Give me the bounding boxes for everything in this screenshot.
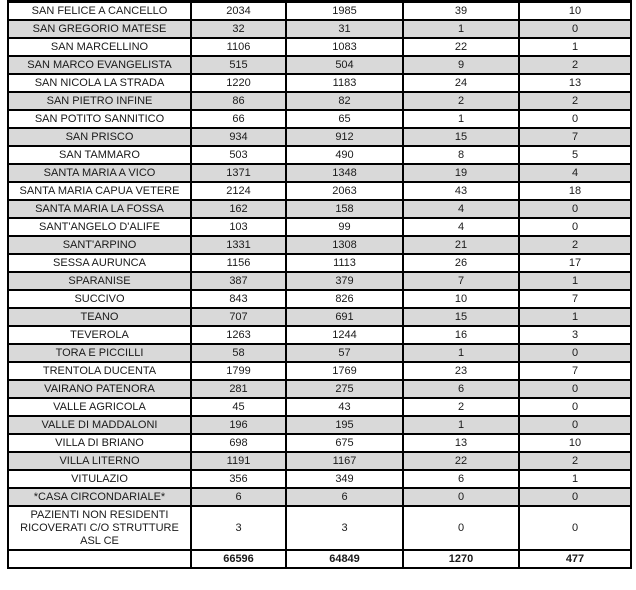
value-cell: 15 [403,128,519,146]
municipality-cell: SANTA MARIA CAPUA VETERE [8,182,191,200]
value-cell: 13 [519,74,631,92]
value-cell: 1769 [286,362,403,380]
value-cell: 18 [519,182,631,200]
table-body [8,2,631,551]
totals-name-cell [8,550,191,568]
value-cell: 7 [519,290,631,308]
value-cell: 1308 [286,236,403,254]
municipality-cell: SANT'ARPINO [8,236,191,254]
value-cell: 10 [519,2,631,21]
value-cell: 0 [519,416,631,434]
value-cell: 0 [519,506,631,550]
table-row [8,470,631,488]
value-cell: 196 [191,416,286,434]
value-cell: 0 [519,218,631,236]
value-cell: 0 [519,110,631,128]
municipality-cell: SAN PRISCO [8,128,191,146]
value-cell: 6 [403,470,519,488]
value-cell: 504 [286,56,403,74]
value-cell: 0 [519,398,631,416]
table-row [8,416,631,434]
value-cell: 1 [403,416,519,434]
municipality-cell: VALLE AGRICOLA [8,398,191,416]
table-row [8,92,631,110]
totals-value-cell: 1270 [403,550,519,568]
table-row [8,434,631,452]
value-cell: 82 [286,92,403,110]
value-cell: 1183 [286,74,403,92]
table-row [8,380,631,398]
value-cell: 707 [191,308,286,326]
value-cell: 43 [403,182,519,200]
table-row [8,56,631,74]
value-cell: 0 [403,488,519,506]
municipality-cell: *CASA CIRCONDARIALE* [8,488,191,506]
value-cell: 99 [286,218,403,236]
value-cell: 934 [191,128,286,146]
value-cell: 6 [191,488,286,506]
value-cell: 7 [403,272,519,290]
value-cell: 26 [403,254,519,272]
value-cell: 1 [519,470,631,488]
value-cell: 1156 [191,254,286,272]
value-cell: 0 [403,506,519,550]
municipality-cell: SAN MARCO EVANGELISTA [8,56,191,74]
value-cell: 162 [191,200,286,218]
value-cell: 86 [191,92,286,110]
value-cell: 675 [286,434,403,452]
table-row [8,110,631,128]
value-cell: 57 [286,344,403,362]
municipality-cell: SANTA MARIA LA FOSSA [8,200,191,218]
table-row [8,254,631,272]
value-cell: 356 [191,470,286,488]
value-cell: 1106 [191,38,286,56]
value-cell: 16 [403,326,519,344]
municipality-cell: SAN GREGORIO MATESE [8,20,191,38]
value-cell: 1371 [191,164,286,182]
value-cell: 31 [286,20,403,38]
value-cell: 0 [519,380,631,398]
value-cell: 21 [403,236,519,254]
table-row [8,290,631,308]
value-cell: 19 [403,164,519,182]
municipality-cell: SAN POTITO SANNITICO [8,110,191,128]
value-cell: 103 [191,218,286,236]
table-footer [8,550,631,568]
value-cell: 349 [286,470,403,488]
value-cell: 8 [403,146,519,164]
municipality-cell: TRENTOLA DUCENTA [8,362,191,380]
value-cell: 22 [403,452,519,470]
table-row [8,146,631,164]
totals-row [8,550,631,568]
municipality-cell: VILLA LITERNO [8,452,191,470]
table-row [8,488,631,506]
totals-value-cell: 66596 [191,550,286,568]
table-row [8,344,631,362]
value-cell: 379 [286,272,403,290]
value-cell: 691 [286,308,403,326]
value-cell: 1 [519,308,631,326]
value-cell: 195 [286,416,403,434]
value-cell: 9 [403,56,519,74]
value-cell: 0 [519,200,631,218]
table-row [8,272,631,290]
value-cell: 1799 [191,362,286,380]
value-cell: 10 [519,434,631,452]
municipality-cell: SAN MARCELLINO [8,38,191,56]
value-cell: 58 [191,344,286,362]
value-cell: 387 [191,272,286,290]
value-cell: 2124 [191,182,286,200]
municipality-cell: SUCCIVO [8,290,191,308]
value-cell: 0 [519,488,631,506]
value-cell: 39 [403,2,519,21]
value-cell: 1167 [286,452,403,470]
table-row [8,200,631,218]
value-cell: 503 [191,146,286,164]
municipality-cell: VAIRANO PATENORA [8,380,191,398]
value-cell: 32 [191,20,286,38]
value-cell: 65 [286,110,403,128]
municipality-cell: SAN PIETRO INFINE [8,92,191,110]
value-cell: 1 [403,20,519,38]
municipality-cell: SAN FELICE A CANCELLO [8,2,191,21]
value-cell: 281 [191,380,286,398]
value-cell: 515 [191,56,286,74]
value-cell: 1348 [286,164,403,182]
value-cell: 2 [519,56,631,74]
municipality-cell: SAN TAMMARO [8,146,191,164]
value-cell: 4 [403,200,519,218]
table-row [8,128,631,146]
municipality-cell: TORA E PICCILLI [8,344,191,362]
municipality-cell: SESSA AURUNCA [8,254,191,272]
value-cell: 17 [519,254,631,272]
value-cell: 23 [403,362,519,380]
value-cell: 7 [519,128,631,146]
municipality-cell: VILLA DI BRIANO [8,434,191,452]
table-row [8,452,631,470]
value-cell: 6 [403,380,519,398]
value-cell: 1083 [286,38,403,56]
value-cell: 698 [191,434,286,452]
value-cell: 4 [519,164,631,182]
value-cell: 3 [286,506,403,550]
table-row [8,308,631,326]
municipality-cell: SANT'ANGELO D'ALIFE [8,218,191,236]
value-cell: 24 [403,74,519,92]
value-cell: 10 [403,290,519,308]
value-cell: 1263 [191,326,286,344]
value-cell: 1 [519,38,631,56]
table-row [8,2,631,21]
value-cell: 2 [403,92,519,110]
value-cell: 1985 [286,2,403,21]
value-cell: 6 [286,488,403,506]
value-cell: 15 [403,308,519,326]
value-cell: 1220 [191,74,286,92]
value-cell: 7 [519,362,631,380]
table-row [8,74,631,92]
value-cell: 2034 [191,2,286,21]
value-cell: 45 [191,398,286,416]
value-cell: 826 [286,290,403,308]
value-cell: 1 [403,344,519,362]
value-cell: 0 [519,20,631,38]
table-row [8,236,631,254]
value-cell: 66 [191,110,286,128]
value-cell: 1 [519,272,631,290]
totals-value-cell: 477 [519,550,631,568]
municipality-table [7,0,632,569]
table-row [8,164,631,182]
value-cell: 3 [191,506,286,550]
table-row [8,38,631,56]
value-cell: 2063 [286,182,403,200]
value-cell: 158 [286,200,403,218]
value-cell: 1113 [286,254,403,272]
value-cell: 1244 [286,326,403,344]
municipality-cell: SAN NICOLA LA STRADA [8,74,191,92]
value-cell: 2 [403,398,519,416]
table-row [8,506,631,550]
value-cell: 912 [286,128,403,146]
value-cell: 3 [519,326,631,344]
value-cell: 1331 [191,236,286,254]
municipality-cell: PAZIENTI NON RESIDENTI RICOVERATI C/O STRUTTURE ASL CE [8,506,191,550]
municipality-cell: VITULAZIO [8,470,191,488]
table-row [8,362,631,380]
totals-value-cell: 64849 [286,550,403,568]
value-cell: 13 [403,434,519,452]
table-row [8,182,631,200]
municipality-cell: SANTA MARIA A VICO [8,164,191,182]
value-cell: 22 [403,38,519,56]
municipality-cell: TEANO [8,308,191,326]
value-cell: 4 [403,218,519,236]
value-cell: 1191 [191,452,286,470]
municipality-cell: SPARANISE [8,272,191,290]
value-cell: 43 [286,398,403,416]
value-cell: 2 [519,452,631,470]
value-cell: 0 [519,344,631,362]
value-cell: 843 [191,290,286,308]
table-row [8,20,631,38]
value-cell: 1 [403,110,519,128]
municipality-cell: TEVEROLA [8,326,191,344]
value-cell: 275 [286,380,403,398]
table-row [8,218,631,236]
table-row [8,398,631,416]
table-row [8,326,631,344]
value-cell: 2 [519,236,631,254]
value-cell: 2 [519,92,631,110]
municipality-cell: VALLE DI MADDALONI [8,416,191,434]
value-cell: 490 [286,146,403,164]
value-cell: 5 [519,146,631,164]
